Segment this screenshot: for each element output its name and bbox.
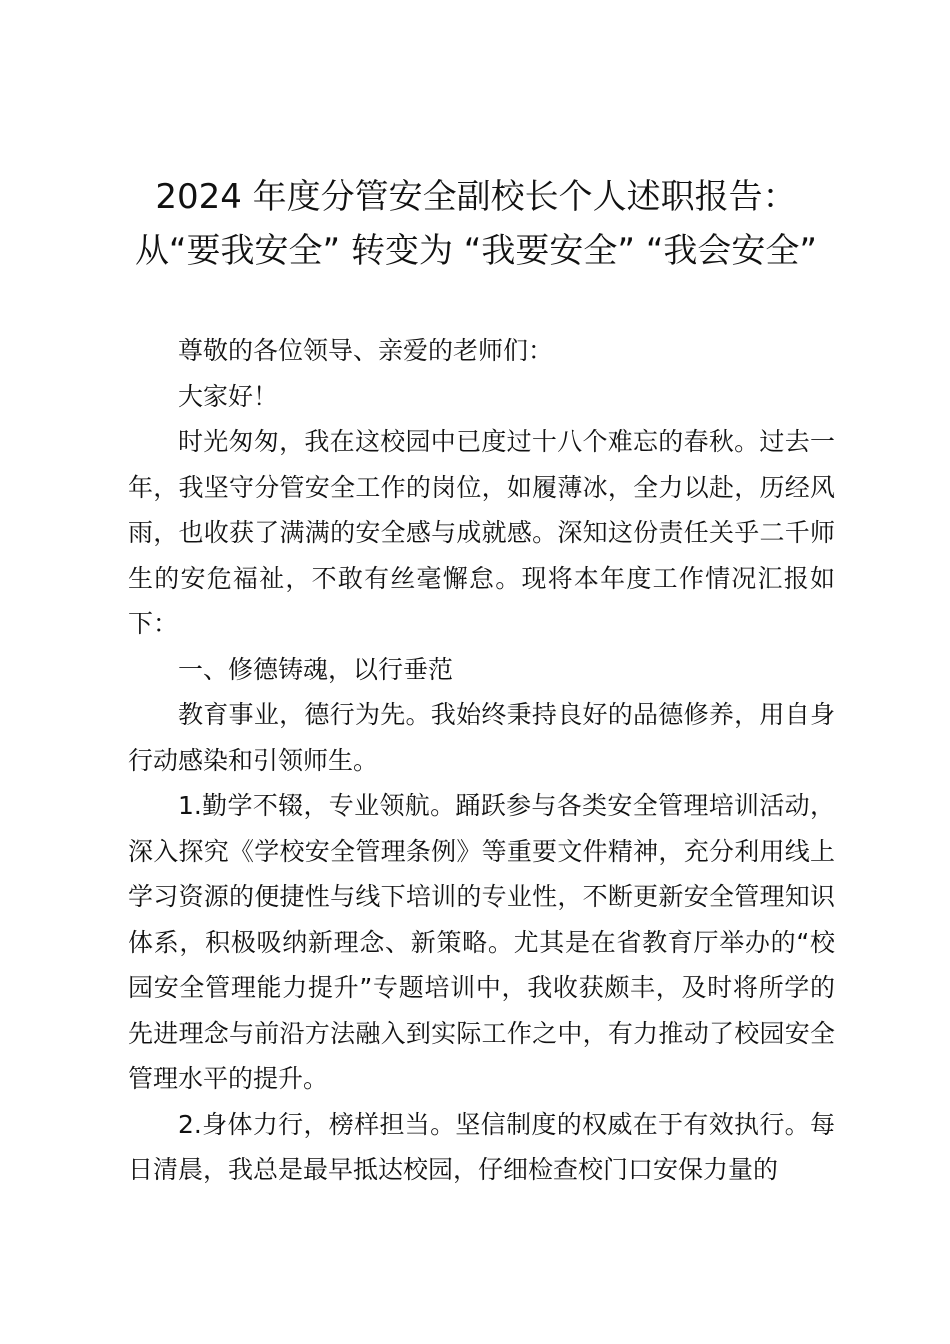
document-body xyxy=(128,328,835,1193)
item-paragraph-2: 2.身体力行，榜样担当。坚信制度的权威在于有效执行。每日清晨，我总是最早抵达校园，仔细检查校门口安保力量的 xyxy=(128,1109,835,1184)
document-title: 2024 年度分管安全副校长个人述职报告：从“要我安全” 转变为 “我要安全” “我会安全” xyxy=(134,177,818,271)
item-paragraph-1: 1.勤学不辍，专业领航。踊跃参与各类安全管理培训活动，深入探究《学校安全管理条例》等重要文件精神，充分利用线上学习资源的便捷性与线下培训的专业性，不断更新安全管理知识体系，积极吸纳新理念、新策略。尤其是在省教育厅举办的“校园安全管理能力提升”专题培训中，我收获颇丰，及时将所学的先进理念与前沿方法融入到实际工作之中，有力推动了校园安全管理水平的提升。 xyxy=(128,791,835,1093)
salutation: 尊敬的各位领导、亲爱的老师们： xyxy=(178,336,554,365)
section-heading-1: 一、修德铸魂，以行垂范 xyxy=(178,654,454,684)
greeting: 大家好！ xyxy=(178,381,279,411)
intro-paragraph: 时光匆匆，我在这校园中已度过十八个难忘的春秋。过去一年，我坚守分管安全工作的岗位，如履薄冰，全力以赴，历经风雨，也收获了满满的安全感与成就感。深知这份责任关乎二千师生的安危福祉，不敢有丝毫懈怠。现将本年度工作情况汇报如下： xyxy=(128,427,835,638)
section-paragraph: 教育事业，德行为先。我始终秉持良好的品德修养，用自身行动感染和引领师生。 xyxy=(128,700,835,775)
